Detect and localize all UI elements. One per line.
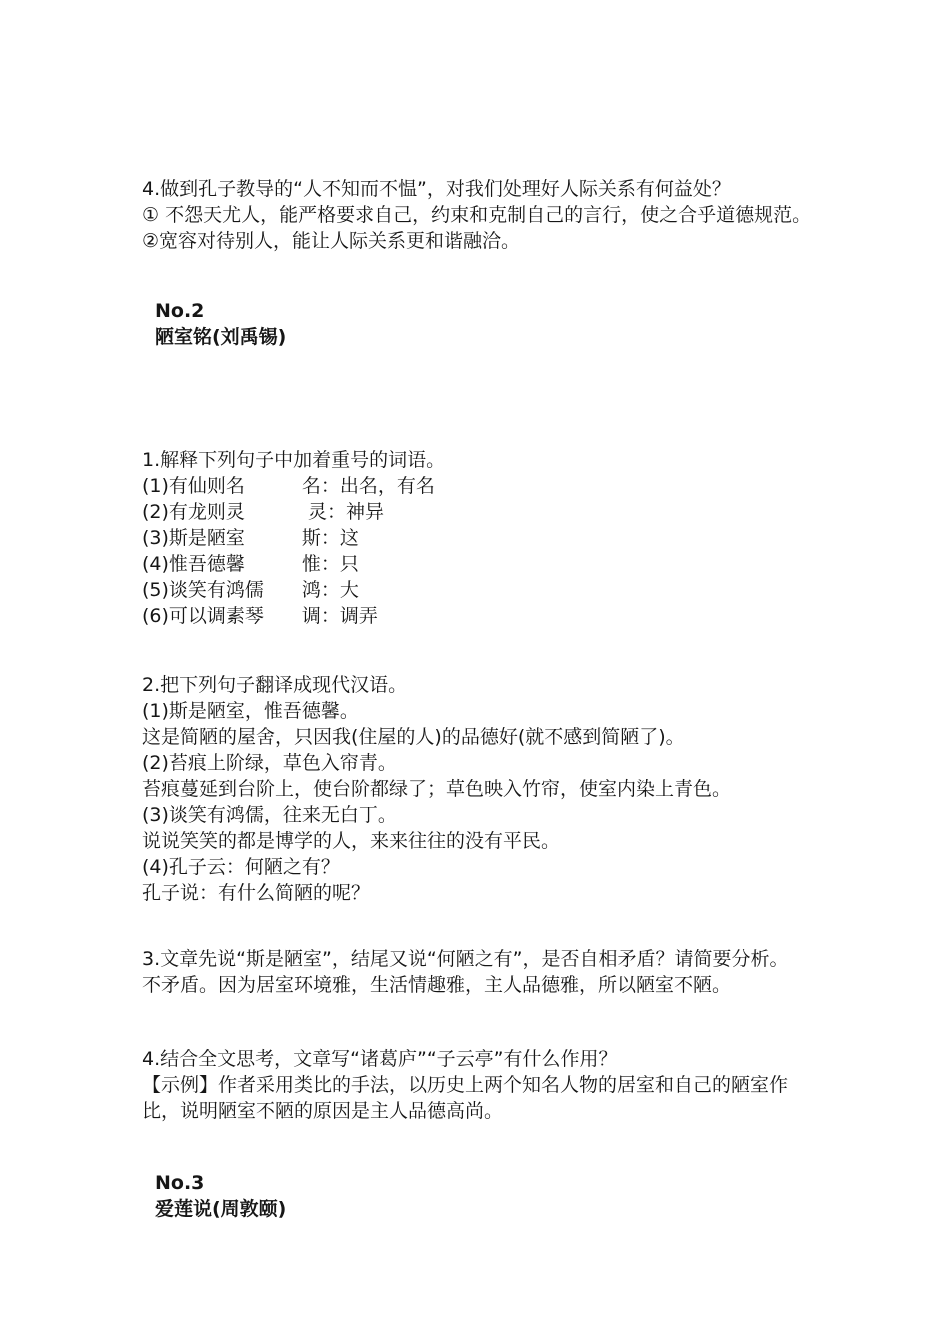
section-no2-heading xyxy=(142,298,890,350)
question-text: 4.结合全文思考，文章写“诸葛庐”“子云亭”有什么作用？ xyxy=(142,1048,618,1070)
source-sentence: (4)孔子云：何陋之有？ xyxy=(142,856,340,878)
no2-question2-block xyxy=(142,672,890,906)
answer-text: 比，说明陋室不陋的原因是主人品德高尚。 xyxy=(142,1100,504,1122)
answer-point-1: ① 不怨天尤人，能严格要求自己，约束和克制自己的言行，使之合乎道德规范。 xyxy=(142,204,812,226)
section-no3-heading xyxy=(142,1170,890,1222)
no2-question1-block xyxy=(142,447,890,629)
answer-text: 【示例】作者采用类比的手法，以历史上两个知名人物的居室和自己的陋室作 xyxy=(142,1074,789,1096)
source-sentence: (1)斯是陋室，惟吾德馨。 xyxy=(142,700,359,722)
question-text: 4.做到孔子教导的“人不知而不愠”，对我们处理好人际关系有何益处？ xyxy=(142,178,731,200)
source-sentence: (2)苔痕上阶绿，草色入帘青。 xyxy=(142,752,397,774)
translation: 孔子说：有什么简陋的呢？ xyxy=(142,882,371,904)
no2-question4-block xyxy=(142,1046,890,1124)
section-title: 爱莲说(周敦颐) xyxy=(155,1198,287,1220)
word-gloss-item: (5)谈笑有鸿儒 鸿：大 xyxy=(142,579,359,601)
source-sentence: (3)谈笑有鸿儒，往来无白丁。 xyxy=(142,804,397,826)
word-gloss-item: (6)可以调素琴 调：调弄 xyxy=(142,605,378,627)
word-gloss-item: (3)斯是陋室 斯：这 xyxy=(142,527,359,549)
answer-point-2: ②宽容对待别人，能让人际关系更和谐融洽。 xyxy=(142,230,521,252)
section-title: 陋室铭(刘禹锡) xyxy=(155,326,287,348)
question-text: 2.把下列句子翻译成现代汉语。 xyxy=(142,674,408,696)
word-gloss-item: (1)有仙则名 名：出名，有名 xyxy=(142,475,435,497)
section-number: No.3 xyxy=(155,1172,205,1194)
no2-question3-block xyxy=(142,946,890,998)
translation: 这是简陋的屋舍，只因我(住屋的人)的品德好(就不感到简陋了)。 xyxy=(142,726,685,748)
section-number: No.2 xyxy=(155,300,205,322)
translation: 说说笑笑的都是博学的人，来来往往的没有平民。 xyxy=(142,830,561,852)
translation: 苔痕蔓延到台阶上，使台阶都绿了；草色映入竹帘，使室内染上青色。 xyxy=(142,778,732,800)
word-gloss-item: (4)惟吾德馨 惟：只 xyxy=(142,553,359,575)
answer-text: 不矛盾。因为居室环境雅，生活情趣雅，主人品德雅，所以陋室不陋。 xyxy=(142,974,732,996)
word-gloss-item: (2)有龙则灵 灵：神异 xyxy=(142,501,384,523)
question-text: 1.解释下列句子中加着重号的词语。 xyxy=(142,449,446,471)
no1-question4-block xyxy=(142,176,890,254)
question-text: 3.文章先说“斯是陋室”，结尾又说“何陋之有”，是否自相矛盾？请简要分析。 xyxy=(142,948,789,970)
